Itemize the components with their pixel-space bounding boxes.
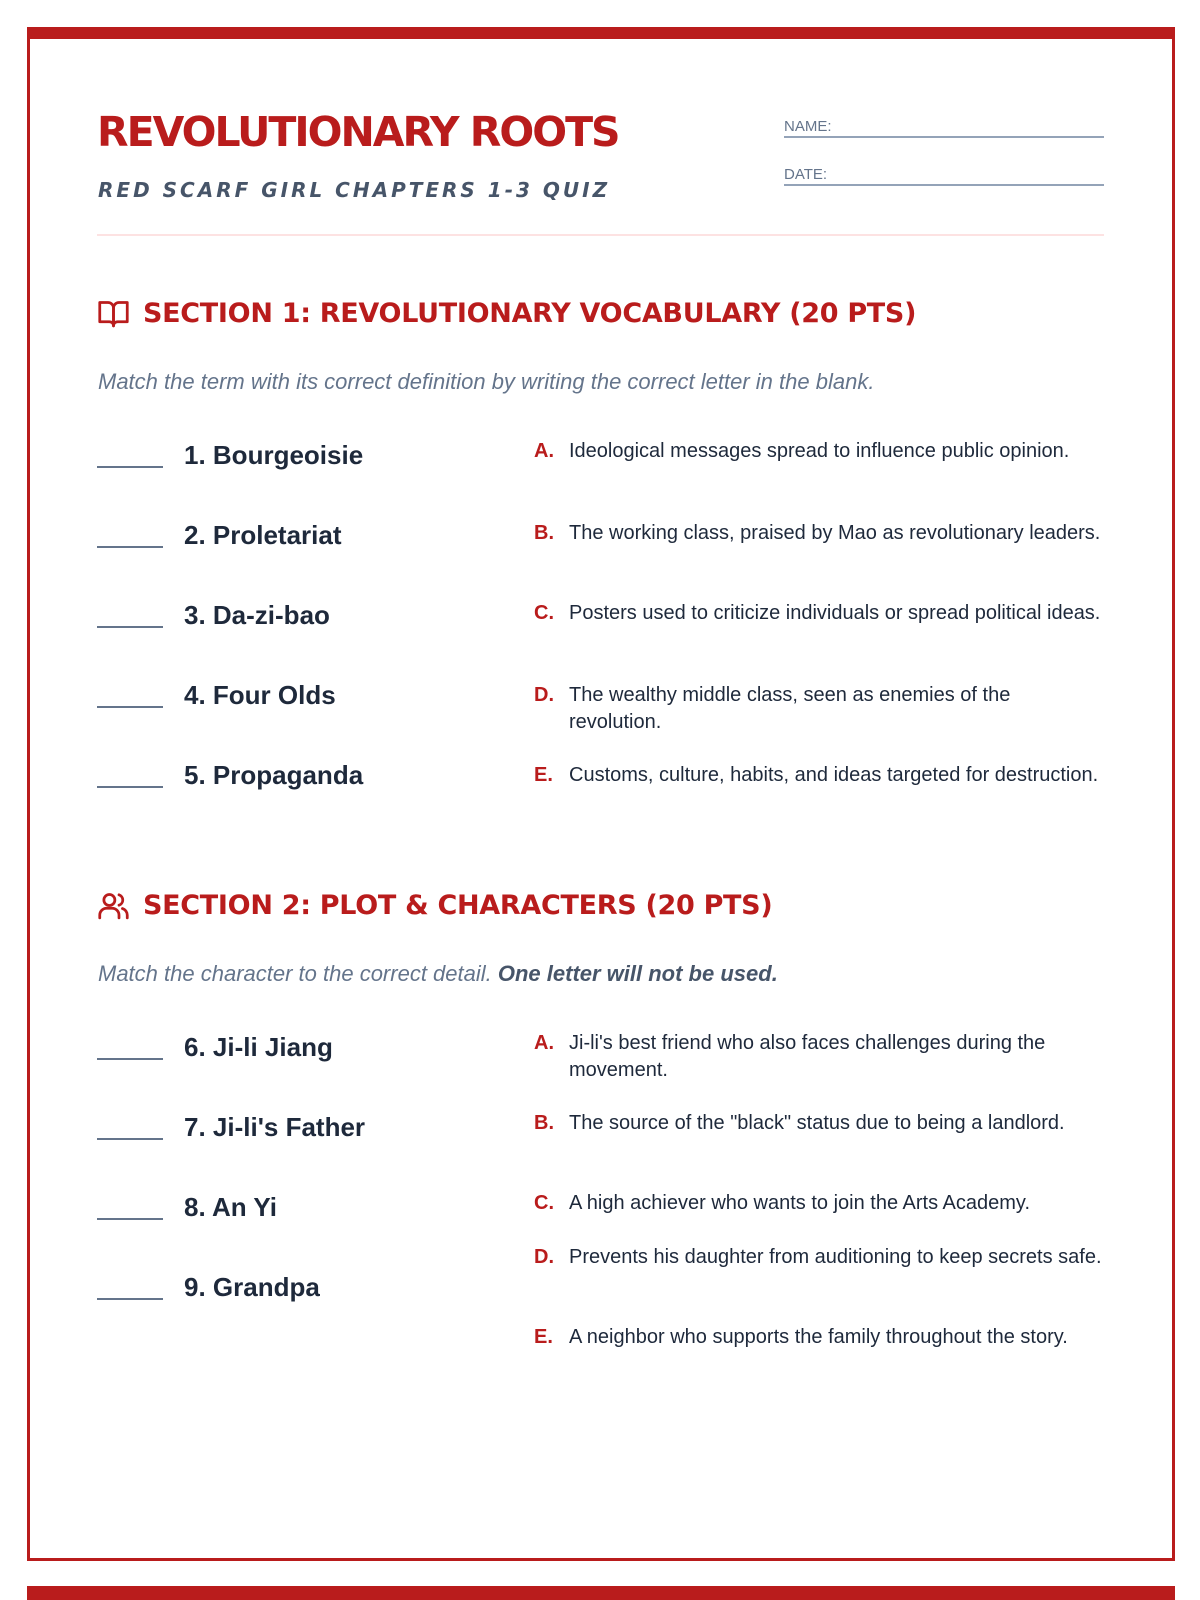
answer-blank[interactable] xyxy=(97,546,163,548)
definition-letter: C. xyxy=(534,602,554,624)
section-1-heading xyxy=(97,293,916,333)
definition-item xyxy=(534,1324,1104,1351)
definition-text: The source of the "black" status due to being a landlord. xyxy=(569,1112,1065,1134)
definition-letter: D. xyxy=(534,1246,554,1268)
term-label: 6. Ji-li Jiang xyxy=(184,1032,333,1062)
answer-blank[interactable] xyxy=(97,1138,163,1140)
definition-text: Prevents his daughter from auditioning to keep secrets safe. xyxy=(569,1246,1102,1268)
term-label: 3. Da-zi-bao xyxy=(184,600,330,630)
term-label: 9. Grandpa xyxy=(184,1272,320,1302)
section-2-heading xyxy=(97,885,772,925)
definition-letter: D. xyxy=(534,684,554,706)
definition-text: Ji-li's best friend who also faces challenges during the movement. xyxy=(569,1032,1046,1081)
header-divider xyxy=(97,234,1104,236)
answer-blank[interactable] xyxy=(97,1058,163,1060)
definition-item xyxy=(534,1030,1104,1084)
definition-letter: A. xyxy=(534,1032,554,1054)
section-1-title: SECTION 1: REVOLUTIONARY VOCABULARY (20 PTS) xyxy=(143,297,917,329)
bottom-accent-bar xyxy=(27,1586,1175,1600)
section-2-instructions xyxy=(98,961,778,987)
definition-item xyxy=(534,600,1104,627)
quiz-subtitle: RED SCARF GIRL CHAPTERS 1-3 QUIZ xyxy=(98,178,611,202)
section-2-instructions-text: Match the character to the correct detail. xyxy=(98,961,492,986)
definition-item xyxy=(534,1190,1104,1217)
term-label: 2. Proletariat xyxy=(184,520,342,550)
date-field[interactable] xyxy=(784,166,1104,186)
answer-blank[interactable] xyxy=(97,1298,163,1300)
definition-item xyxy=(534,682,1104,736)
definition-text: Posters used to criticize individuals or spread political ideas. xyxy=(569,602,1101,624)
section-1-instructions: Match the term with its correct definition by writing the correct letter in the blank. xyxy=(98,369,875,394)
term-label: 4. Four Olds xyxy=(184,680,336,710)
answer-blank[interactable] xyxy=(97,786,163,788)
name-field[interactable] xyxy=(784,118,1104,138)
definition-letter: A. xyxy=(534,440,554,462)
quiz-title: REVOLUTIONARY ROOTS xyxy=(97,108,619,156)
definition-letter: B. xyxy=(534,1112,554,1134)
book-open-icon xyxy=(97,297,130,330)
answer-blank[interactable] xyxy=(97,626,163,628)
definition-letter: C. xyxy=(534,1192,554,1214)
definition-text: The wealthy middle class, seen as enemies of the revolution. xyxy=(569,684,1011,733)
section-2-title: SECTION 2: PLOT & CHARACTERS (20 PTS) xyxy=(143,889,773,921)
answer-blank[interactable] xyxy=(97,706,163,708)
definition-text: A neighbor who supports the family throughout the story. xyxy=(569,1326,1068,1348)
answer-blank[interactable] xyxy=(97,466,163,468)
date-label: DATE: xyxy=(784,166,828,183)
definition-text: A high achiever who wants to join the Arts Academy. xyxy=(569,1192,1030,1214)
name-label: NAME: xyxy=(784,118,832,135)
definition-item xyxy=(534,1110,1104,1137)
definition-item xyxy=(534,438,1104,465)
definition-text: The working class, praised by Mao as revolutionary leaders. xyxy=(569,522,1101,544)
definition-letter: E. xyxy=(534,764,553,786)
term-label: 1. Bourgeoisie xyxy=(184,440,364,470)
definition-text: Customs, culture, habits, and ideas targeted for destruction. xyxy=(569,764,1099,786)
definition-text: Ideological messages spread to influence public opinion. xyxy=(569,440,1070,462)
definition-item xyxy=(534,762,1104,789)
term-label: 5. Propaganda xyxy=(184,760,364,790)
definition-letter: E. xyxy=(534,1326,553,1348)
definition-item xyxy=(534,1244,1104,1271)
definition-item xyxy=(534,520,1104,547)
term-label: 8. An Yi xyxy=(184,1192,277,1222)
term-label: 7. Ji-li's Father xyxy=(184,1112,366,1142)
users-icon xyxy=(97,889,130,922)
definition-letter: B. xyxy=(534,522,554,544)
answer-blank[interactable] xyxy=(97,1218,163,1220)
section-2-instructions-note: One letter will not be used. xyxy=(497,961,778,986)
